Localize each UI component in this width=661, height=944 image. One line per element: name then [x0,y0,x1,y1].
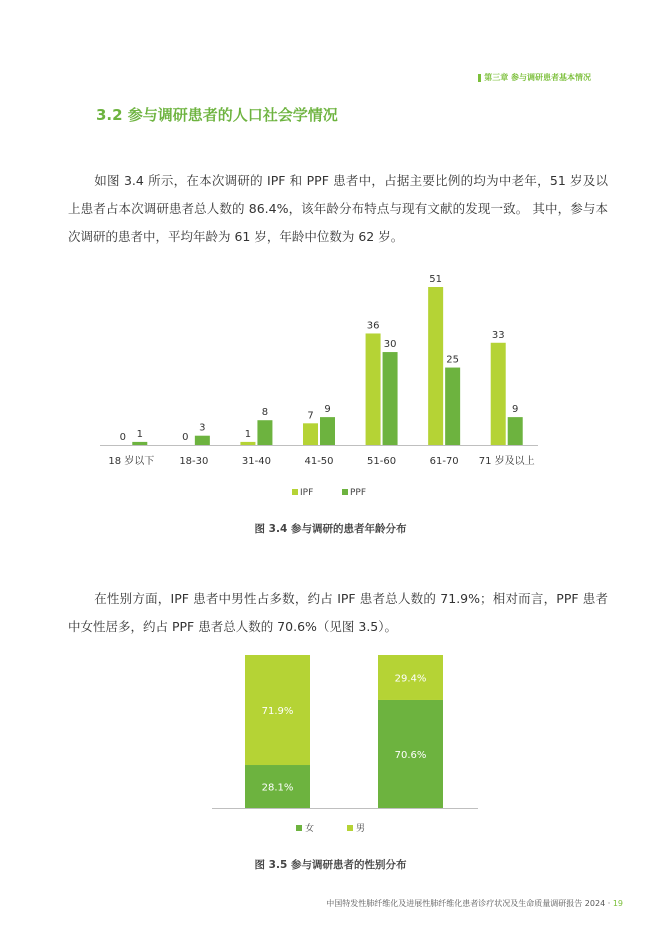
figure-caption-age: 图 3.4 参与调研的患者年龄分布 [254,523,407,535]
data-label: 1 [136,428,143,440]
x-tick-label: 18-30 [179,456,209,467]
paragraph-age-text: 如图 3.4 所示，在本次调研的 IPF 和 PPF 患者中，占据主要比例的均为中老年，51 岁及以上患者占本次调研患者总人数的 86.4%，该年龄分布特点与现有文献的发现一致。 其中，参与本次调研的患者中，平均年龄为 61 岁，年龄中位数为 62 岁。 [68,173,608,244]
data-label: 7 [307,410,314,422]
data-label: 1 [244,428,252,440]
legend-label-ipf: IPF [300,488,314,498]
x-tick-label: 51-60 [367,456,397,467]
data-label: 30 [383,339,397,351]
footer-separator: · [607,899,611,908]
segment-percent-label: 71.9% [261,706,294,718]
page-number: 19 [612,899,623,908]
legend-label-female: 女 [305,824,315,834]
data-label: 33 [491,329,505,341]
legend-label-male: 男 [356,824,366,834]
section-title: 3.2 参与调研患者的人口社会学情况 [96,106,338,124]
segment-percent-label: 70.6% [394,749,427,761]
figure-caption-gender: 图 3.5 参与调研患者的性别分布 [254,859,407,871]
data-label: 3 [199,422,206,434]
x-tick-label: 18 岁以下 [108,456,155,467]
data-label: 25 [446,354,460,366]
data-label: 9 [512,404,519,416]
data-label: 36 [366,320,380,332]
data-label: 0 [119,432,126,443]
paragraph-gender-text: 在性别方面，IPF 患者中男性占多数，约占 IPF 患者总人数的 71.9%；相对而言，PPF 患者中女性居多，约占 PPF 患者总人数的 70.6%（见图 3.5）。 [68,591,608,634]
data-label: 51 [429,274,443,285]
legend-swatch-male [347,825,353,831]
data-label: 8 [261,407,269,419]
legend-label-ppf: PPF [350,488,367,498]
segment-percent-label: 28.1% [261,782,294,794]
x-tick-label: 71 岁及以上 [478,456,535,467]
x-tick-label: 41-50 [304,456,334,467]
data-label: 0 [182,432,189,443]
segment-percent-label: 29.4% [394,673,427,685]
data-label: 9 [324,404,331,416]
legend-swatch-female [296,825,302,831]
x-tick-label: 31-40 [241,456,271,467]
chapter-title: 第三章 参与调研患者基本情况 [484,73,591,82]
footer-text: 中国特发性肺纤维化及进展性肺纤维化患者诊疗状况及生命质量调研报告 2024 [326,899,606,908]
page-footer [326,898,623,909]
x-tick-label: 61-70 [429,456,459,467]
